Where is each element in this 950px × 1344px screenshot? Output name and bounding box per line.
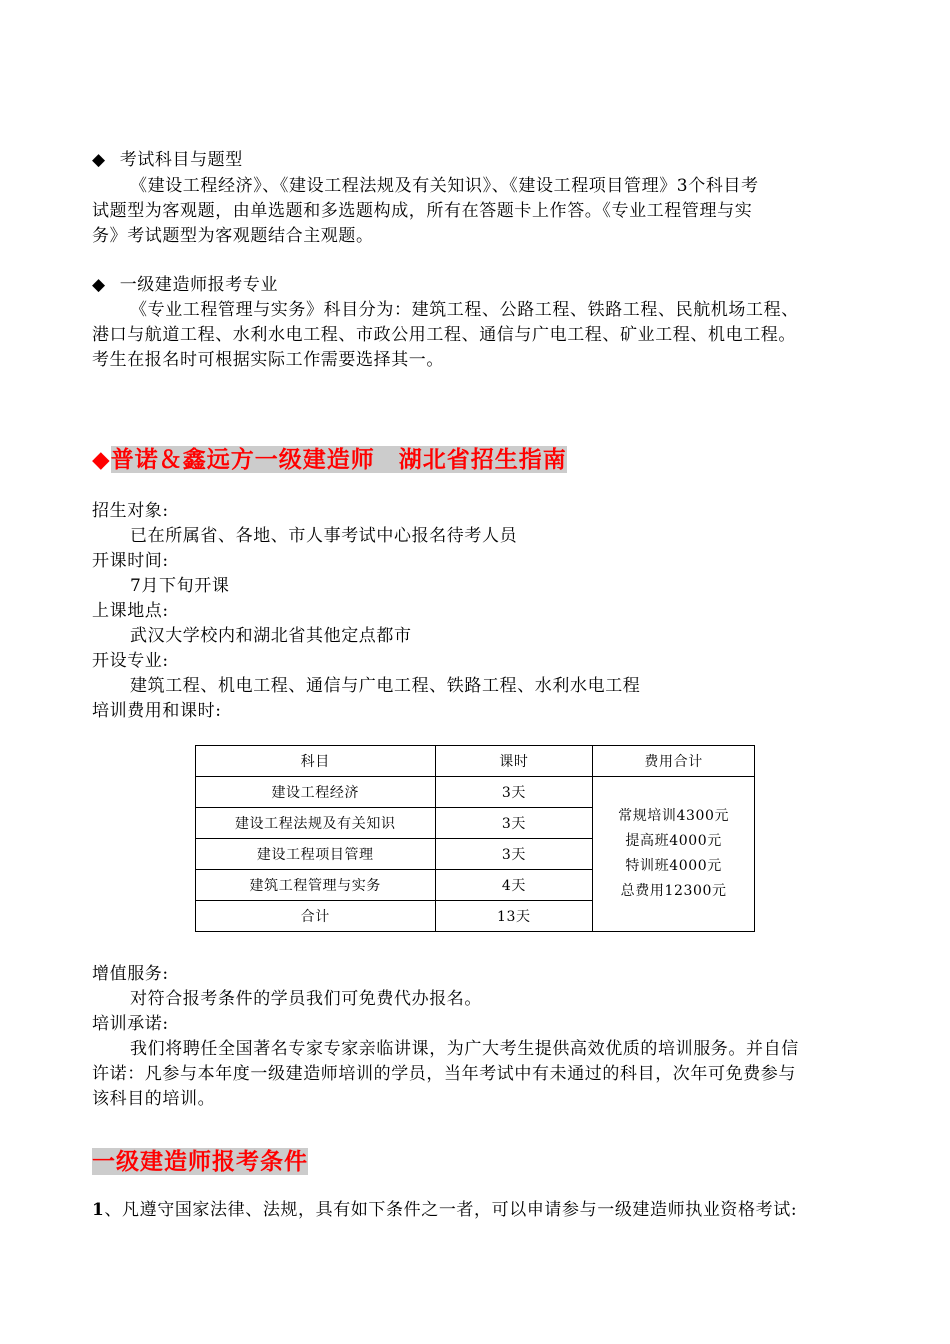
section-exam-subjects-line-2: 试题型为客观题，由单选题和多选题构成，所有在答题卡上作答。《专业工程管理与实 (92, 201, 753, 221)
target-value: 已在所属省、各地、市人事考试中心报名待考人员 (130, 526, 518, 546)
header-subject: 科目 (196, 746, 436, 777)
fee-table (195, 745, 755, 932)
section-exam-subjects-line-3: 务》考试题型为客观题结合主观题。 (92, 226, 374, 246)
row-hours: 3天 (435, 839, 593, 870)
promise-line-3: 该科目的培训。 (92, 1089, 216, 1109)
row-hours: 3天 (435, 808, 593, 839)
diamond-bullet-icon: ◆ (92, 275, 106, 295)
header-fee-total: 费用合计 (593, 746, 755, 777)
guide-heading-text: 普诺＆鑫远方一级建造师 湖北省招生指南 (110, 446, 567, 473)
section-majors-title: ◆ 一级建造师报考专业 (92, 275, 279, 295)
row-subject: 建设工程经济 (196, 777, 436, 808)
service-value: 对符合报考条件的学员我们可免费代办报名。 (130, 989, 482, 1009)
row-hours: 13天 (435, 901, 593, 932)
fees-label: 培训费用和课时: (92, 701, 222, 721)
fee-total: 总费用12300元 (620, 883, 727, 899)
fee-summary-cell (593, 777, 755, 932)
place-value: 武汉大学校内和湖北省其他定点都市 (130, 626, 412, 646)
conditions-item-1-number: 1 (92, 1200, 105, 1220)
table-row (196, 777, 755, 808)
service-label: 增值服务: (92, 964, 169, 984)
promise-label: 培训承诺: (92, 1014, 169, 1034)
place-label: 上课地点: (92, 601, 169, 621)
row-subject: 建设工程法规及有关知识 (196, 808, 436, 839)
header-hours: 课时 (435, 746, 593, 777)
fee-special: 特训班4000元 (625, 858, 722, 874)
majors-value: 建筑工程、机电工程、通信与广电工程、铁路工程、水利水电工程 (130, 676, 641, 696)
section-majors-line-2: 港口与航道工程、水利水电工程、市政公用工程、通信与广电工程、矿业工程、机电工程。 (92, 325, 796, 345)
diamond-bullet-icon: ◆ (92, 150, 106, 170)
row-hours: 4天 (435, 870, 593, 901)
conditions-item-1-text: 、凡遵守国家法律、法规，具有如下条件之一者，可以申请参与一级建造师执业资格考试: (104, 1200, 798, 1220)
promise-line-1: 我们将聘任全国著名专家专家亲临讲课，为广大考生提供高效优质的培训服务。并自信 (130, 1039, 799, 1059)
section-exam-subjects-title: ◆ 考试科目与题型 (92, 150, 243, 170)
row-hours: 3天 (435, 777, 593, 808)
conditions-heading (92, 1147, 308, 1177)
section-majors-line-1: 《专业工程管理与实务》科目分为：建筑工程、公路工程、铁路工程、民航机场工程、 (130, 300, 799, 320)
guide-heading (92, 445, 567, 475)
conditions-item-1 (92, 1198, 797, 1223)
table-header-row (196, 746, 755, 777)
start-label: 开课时间: (92, 551, 169, 571)
section-exam-subjects-line-1: 《建设工程经济》、《建设工程法规及有关知识》、《建设工程项目管理》3个科目考 (130, 176, 759, 196)
row-subject: 合计 (196, 901, 436, 932)
fee-regular: 常规培训4300元 (618, 808, 730, 824)
diamond-bullet-icon: ◆ (92, 446, 111, 473)
row-subject: 建设工程项目管理 (196, 839, 436, 870)
section-majors-line-3: 考生在报名时可根据实际工作需要选择其一。 (92, 350, 444, 370)
fee-advanced: 提高班4000元 (625, 833, 722, 849)
conditions-heading-text: 一级建造师报考条件 (92, 1148, 308, 1175)
target-label: 招生对象: (92, 501, 169, 521)
promise-line-2: 许诺：凡参与本年度一级建造师培训的学员，当年考试中有未通过的科目，次年可免费参与 (92, 1064, 796, 1084)
row-subject: 建筑工程管理与实务 (196, 870, 436, 901)
start-value: 7月下旬开课 (130, 576, 230, 596)
majors-label: 开设专业: (92, 651, 169, 671)
